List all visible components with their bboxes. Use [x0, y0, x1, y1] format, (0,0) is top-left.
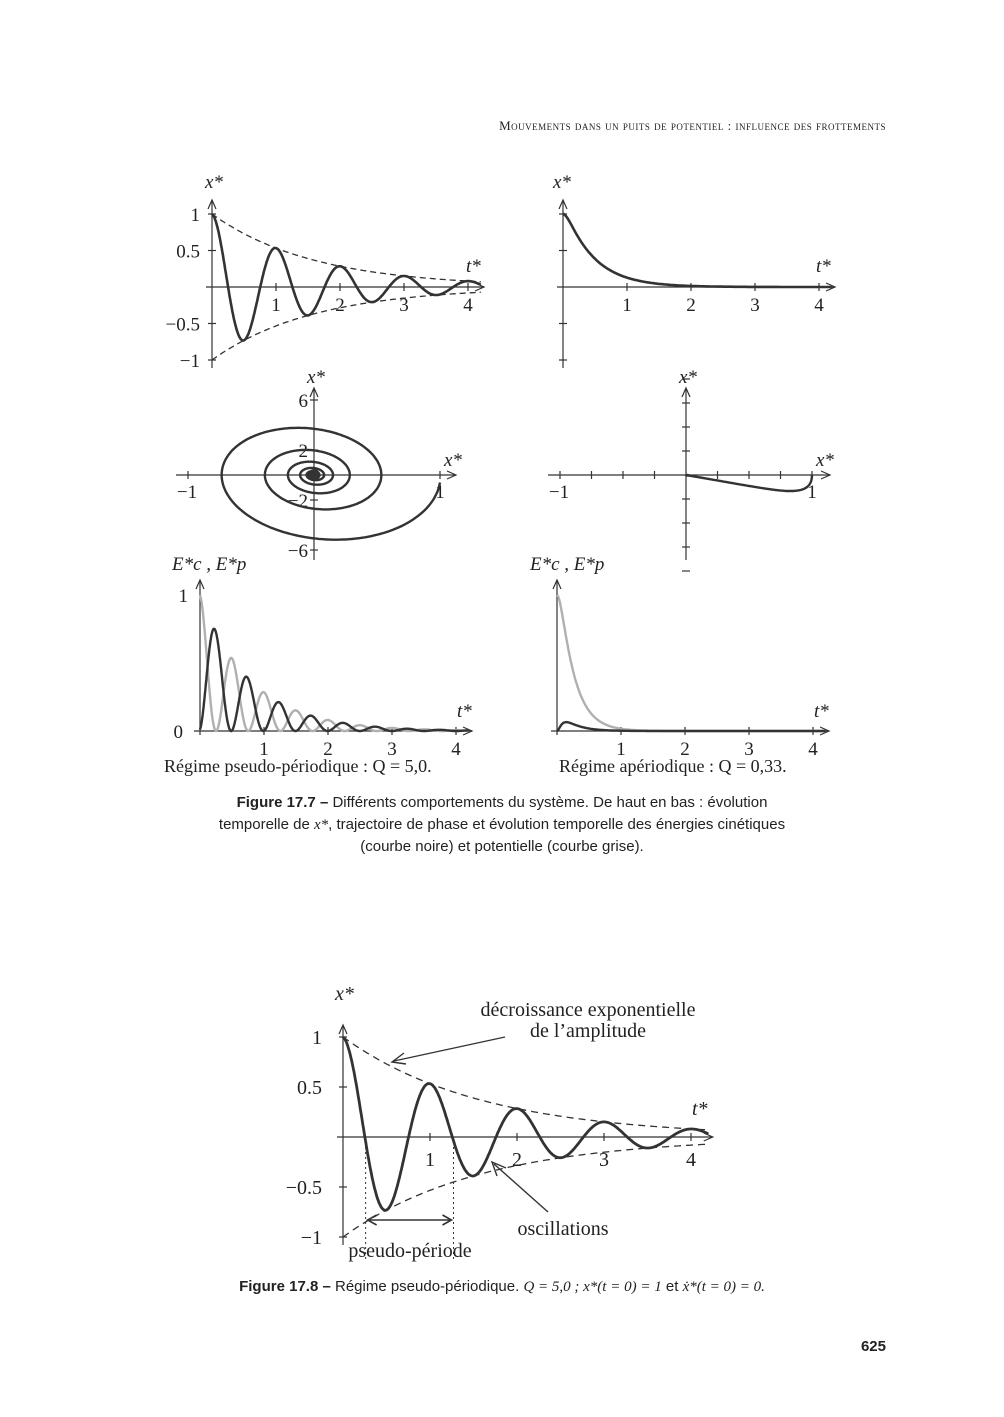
- running-head: Mouvements dans un puits de potentiel : influence des frottements: [499, 118, 886, 133]
- decay-arrow: [394, 1037, 505, 1061]
- caption-label: Figure 17.7: [236, 794, 316, 811]
- y-tick-label: −0.5: [165, 314, 200, 336]
- x-tick-label: 4: [814, 295, 824, 316]
- x-tick-label: −1: [548, 482, 570, 503]
- y-axis-label: x*: [679, 367, 697, 388]
- caption-math: Q = 5,0 ; x*(t = 0) = 1: [523, 1279, 662, 1295]
- x-tick-label: 1: [271, 295, 281, 316]
- y-tick-label: −6: [287, 541, 308, 562]
- x-tick-label: 1: [425, 1149, 435, 1171]
- x-tick-label: 1: [259, 739, 269, 760]
- x-axis-label: x*: [444, 450, 462, 471]
- y-axis-label: x*: [553, 172, 571, 193]
- caption-line-3: (courbe noire) et potentielle (courbe grise).: [360, 838, 644, 855]
- caption-line-1: Différents comportements du système. De haut en bas : évolution: [332, 794, 768, 811]
- envelope-lower: [212, 292, 481, 360]
- x-tick-label: 1: [622, 295, 632, 316]
- x-axis-label: t*: [466, 256, 481, 277]
- y-tick-label: 1: [190, 205, 200, 226]
- osc-arrow: [494, 1164, 548, 1212]
- y-tick-label: 2: [298, 441, 308, 462]
- y-tick-label: 6: [298, 391, 308, 412]
- regime-right-label: Régime apériodique : Q = 0,33.: [559, 756, 787, 776]
- caption-line-2b: , trajectoire de phase et évolution temporelle des énergies cinétiques: [328, 816, 786, 833]
- annotation-oscillations: oscillations: [517, 1218, 609, 1240]
- series-ec: [200, 629, 469, 731]
- x-axis-label: t*: [816, 256, 831, 277]
- x-axis-label: t*: [457, 701, 472, 722]
- x-tick-label: 2: [323, 739, 333, 760]
- y-tick-label: 0.5: [176, 241, 200, 263]
- y-tick-label: 1: [178, 586, 188, 607]
- x-axis-label: t*: [692, 1098, 708, 1120]
- x-tick-label: 4: [451, 739, 461, 760]
- x-tick-label: 4: [686, 1149, 696, 1171]
- regime-left-label: Régime pseudo-périodique : Q = 5,0.: [164, 756, 432, 776]
- x-tick-label: 3: [599, 1149, 609, 1171]
- y-tick-label: −0.5: [285, 1177, 322, 1199]
- x-tick-label: 3: [399, 295, 409, 316]
- phase-attractor: [308, 469, 320, 481]
- series-ep: [557, 595, 826, 731]
- x-axis-label: x*: [816, 450, 834, 471]
- annotation-pseudo-period: pseudo-période: [348, 1240, 472, 1262]
- page-number: 625: [860, 1338, 886, 1355]
- x-tick-label: 3: [744, 739, 754, 760]
- y-axis-label: E*c , E*p: [530, 554, 605, 575]
- y-tick-label: −2: [287, 491, 308, 512]
- x-tick-label: 1: [435, 482, 445, 503]
- caption-dash: –: [322, 1278, 331, 1295]
- y-axis-label: x*: [205, 172, 223, 193]
- series-ep: [200, 595, 469, 731]
- x-tick-label: 4: [463, 295, 473, 316]
- x-tick-label: 2: [680, 739, 690, 760]
- caption-text: Régime pseudo-périodique.: [334, 1278, 520, 1295]
- x-tick-label: −1: [176, 482, 198, 503]
- y-tick-label: −1: [300, 1227, 322, 1249]
- y-tick-label: 0.5: [297, 1077, 322, 1099]
- x-tick-label: 1: [616, 739, 626, 760]
- x-axis-label: t*: [814, 701, 829, 722]
- x-tick-label: 4: [808, 739, 818, 760]
- caption-dash: –: [319, 794, 329, 811]
- caption-variable: x*: [313, 817, 329, 833]
- y-axis-label: x*: [335, 983, 354, 1005]
- y-axis-label: E*c , E*p: [172, 554, 247, 575]
- y-tick-label: 0: [173, 722, 183, 743]
- caption-label: Figure 17.8: [239, 1278, 319, 1295]
- x-tick-label: 3: [750, 295, 760, 316]
- caption-math-2: ẋ*(t = 0) = 0.: [682, 1279, 765, 1295]
- x-tick-label: 1: [807, 482, 817, 503]
- series-x: [212, 214, 481, 341]
- series-x: [563, 214, 832, 287]
- x-tick-label: 2: [335, 295, 345, 316]
- x-tick-label: 2: [686, 295, 696, 316]
- caption-line-2a: temporelle de: [218, 816, 310, 833]
- y-axis-label: x*: [307, 367, 325, 388]
- phase-trajectory: [222, 428, 440, 540]
- series-ec: [557, 722, 826, 731]
- caption-and: et: [665, 1278, 679, 1295]
- x-tick-label: 3: [387, 739, 397, 760]
- annotation-decay-2: de l’amplitude: [529, 1020, 647, 1042]
- annotation-decay-1: décroissance exponentielle: [480, 999, 696, 1021]
- figure-17-7-caption: [150, 792, 854, 858]
- x-tick-label: 2: [512, 1149, 522, 1171]
- figure-17-8-caption: [150, 1276, 854, 1298]
- y-tick-label: −1: [179, 351, 200, 372]
- y-tick-label: 1: [312, 1027, 322, 1049]
